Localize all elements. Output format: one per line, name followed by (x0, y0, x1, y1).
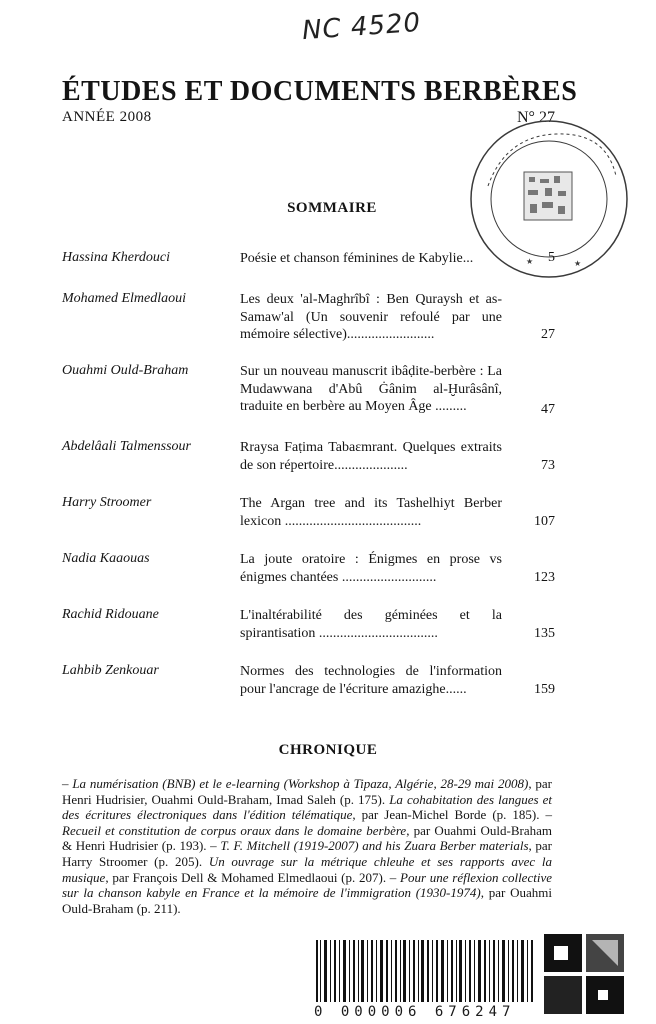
barcode-digits: 0 000006 676247 (314, 1004, 516, 1020)
journal-year: ANNÉE 2008 (62, 109, 152, 125)
toc-page: 135 (534, 626, 555, 641)
toc-page: 27 (541, 327, 555, 342)
chronique-paragraph (62, 776, 552, 916)
journal-title: ÉTUDES ET DOCUMENTS BERBÈRES (62, 76, 578, 107)
publisher-logo-icon (542, 932, 626, 1016)
chronique-item-title: Recueil et constitution de corpus oraux dans le domaine berbère (62, 822, 407, 838)
toc-entry (0, 663, 656, 733)
chronique-item-title: T. F. Mitchell (1919-2007) and his Zuara Berber materials (220, 838, 529, 854)
toc-entry (0, 291, 656, 361)
toc-title: L'inaltérabilité des géminées et la spirantisation .................................. (240, 608, 502, 641)
toc-page: 5 (548, 250, 555, 265)
toc-entry (0, 363, 656, 433)
issue-number: N° 27 (517, 109, 555, 126)
sommaire-heading: SOMMAIRE (287, 200, 377, 216)
toc-author: Hassina Kherdouci (62, 250, 170, 265)
toc-page: 47 (541, 402, 555, 417)
toc-author: Ouahmi Ould-Braham (62, 363, 189, 378)
toc-title: Sur un nouveau manuscrit ibâḍite-berbère : La Mudawwana d'Abû Ġânim al-Ḫurâsânî, traduite en berbère au Moyen Âge ......... (240, 364, 502, 414)
toc-page: 73 (541, 458, 555, 473)
toc-title: Normes des technologies de l'information pour l'ancrage de l'écriture amazighe...... (240, 664, 502, 697)
chronique-item-credit: , par Ouahmi Ould-Braham & Henri Hudrisier (p. 193). – (62, 822, 552, 854)
barcode (314, 940, 640, 1024)
chronique-item-title: – La numérisation (BNB) et le e-learning (Workshop à Tipaza, Algérie, 28-29 mai 2008) (62, 776, 529, 791)
chronique-heading: CHRONIQUE (278, 742, 378, 758)
toc-page: 107 (534, 514, 555, 529)
toc-author: Rachid Ridouane (62, 607, 159, 622)
handwritten-call-number: NC 4520 (301, 7, 422, 47)
toc-title: La joute oratoire : Énigmes en prose vs énigmes chantées ........................... (240, 552, 502, 585)
toc-title: Rraysa Faṭima Tabaɛmrant. Quelques extraits de son répertoire..................... (240, 440, 502, 473)
svg-text:★: ★ (526, 257, 534, 266)
toc-page: 123 (534, 570, 555, 585)
chronique-item-credit: , par Harry Stroomer (p. 205). (62, 838, 552, 869)
chronique-item-credit: , par Jean-Michel Borde (p. 185). – (352, 807, 553, 823)
toc-author: Mohamed Elmedlaoui (62, 291, 187, 306)
toc-author: Nadia Kaaouas (62, 551, 150, 566)
chronique-item-title: Pour une réflexion collective sur la chanson kabyle en France et la mémoire de l'immigration (1930-1974) (62, 869, 552, 901)
toc-author: Harry Stroomer (62, 495, 152, 510)
barcode-bars (314, 940, 544, 1002)
chronique-item-title: Un ouvrage sur la métrique chleuhe et ses rapports avec la musique (62, 853, 552, 885)
toc-title: Les deux 'al-Maghrîbî : Ben Quraysh et as-Samaw'al (Un souvenir refoulé par une mémoire sélective)......................... (240, 292, 502, 342)
toc-title: Poésie et chanson féminines de Kabylie... (240, 251, 474, 266)
toc-title: The Argan tree and its Tashelhiyt Berber lexicon ....................................... (240, 496, 502, 529)
toc-author: Lahbib Zenkouar (62, 663, 159, 678)
toc-author: Abdelâali Talmenssour (62, 439, 191, 454)
chronique-item-credit: , par Ouahmi Ould-Braham (p. 211). (62, 885, 552, 916)
chronique-item-credit: , par Henri Hudrisier, Ouahmi Ould-Braham, Imad Saleh (p. 175). (62, 776, 552, 807)
chronique-item-credit: , par François Dell & Mohamed Elmedlaoui (p. 207). – (105, 869, 401, 885)
toc-page: 159 (534, 682, 555, 697)
chronique-item-title: La cohabitation des langues et des écritures électroniques dans l'édition télématique (62, 791, 552, 823)
svg-text:★: ★ (574, 259, 582, 268)
